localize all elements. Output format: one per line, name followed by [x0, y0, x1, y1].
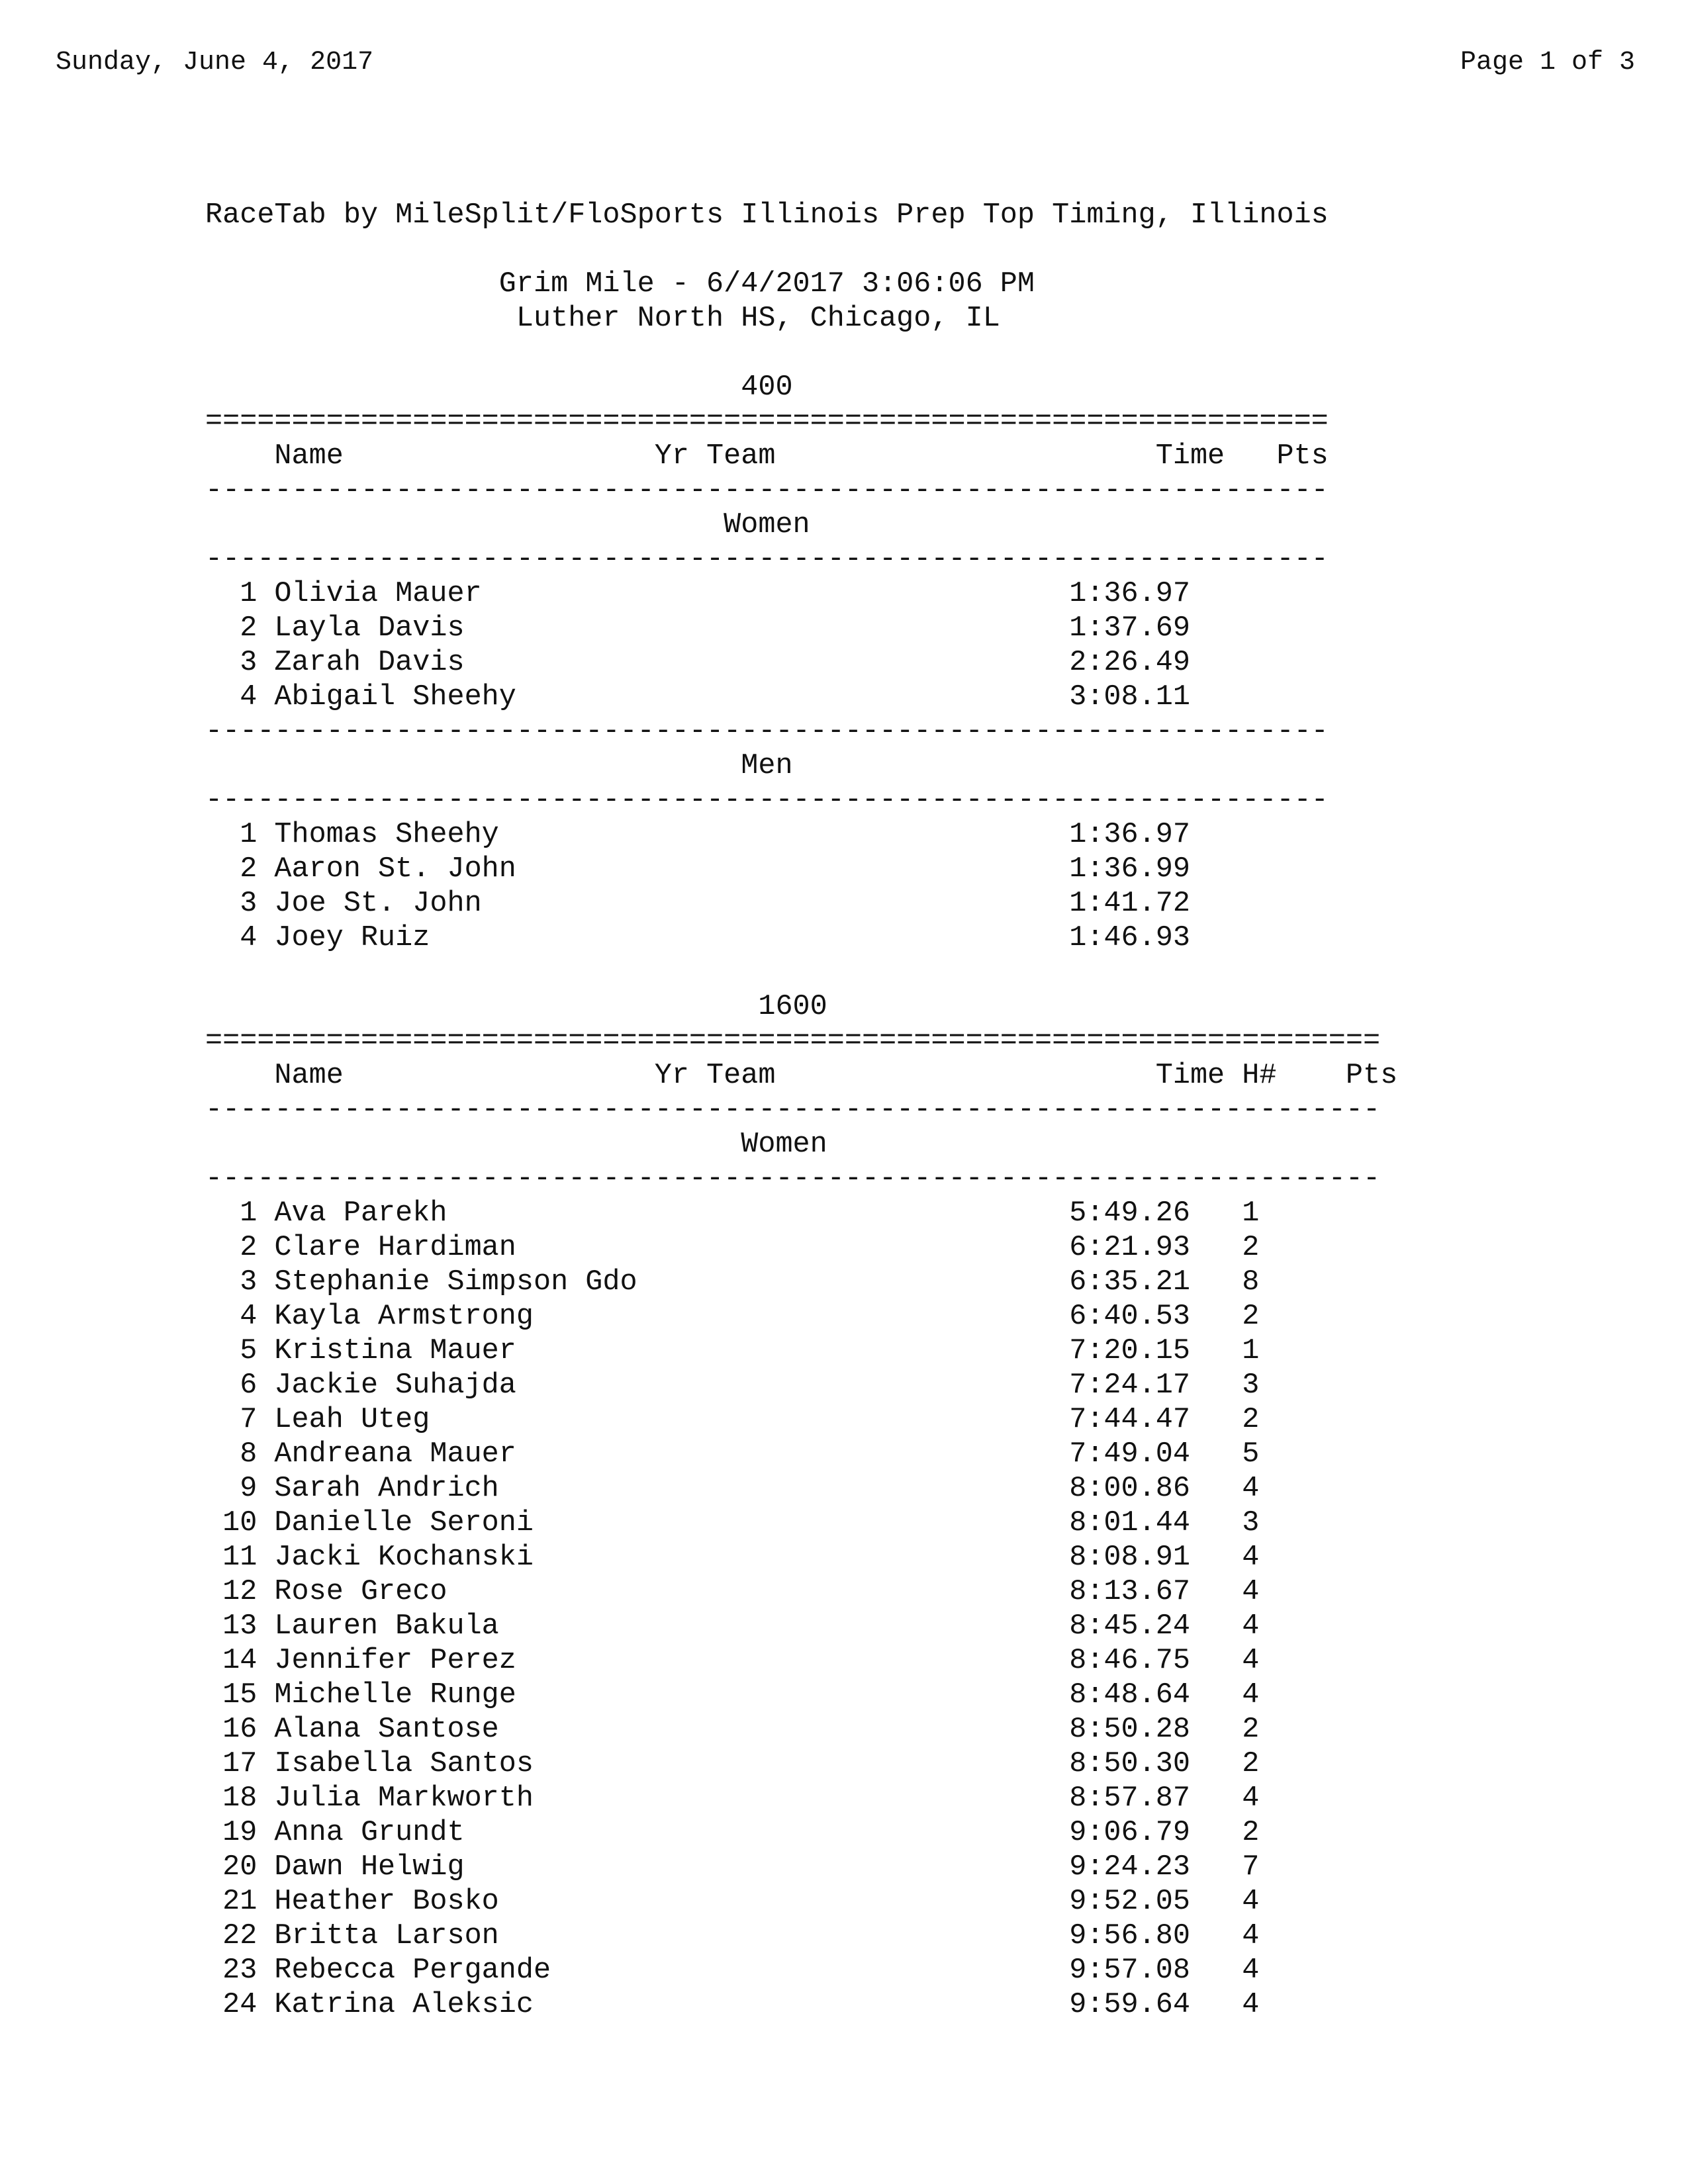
- result-row: 4 Kayla Armstrong 6:40.53 2: [205, 1300, 1260, 1333]
- result-row: 3 Zarah Davis 2:26.49: [205, 647, 1190, 679]
- page-date: Sunday, June 4, 2017: [56, 48, 374, 77]
- rule-single: -----------------------------------------------------------------: [205, 784, 1329, 817]
- result-row: 22 Britta Larson 9:56.80 4: [205, 1920, 1260, 1952]
- column-header: Name Yr Team Time Pts: [205, 440, 1329, 473]
- result-row: 5 Kristina Mauer 7:20.15 1: [205, 1335, 1260, 1367]
- meet-organizer: RaceTab by MileSplit/FloSports Illinois Prep Top Timing, Illinois: [205, 199, 1329, 232]
- result-row: 6 Jackie Suhajda 7:24.17 3: [205, 1369, 1260, 1402]
- section-label: Women: [205, 1128, 827, 1161]
- result-row: 24 Katrina Aleksic 9:59.64 4: [205, 1989, 1260, 2021]
- result-row: 14 Jennifer Perez 8:46.75 4: [205, 1645, 1260, 1677]
- rule-single: -----------------------------------------------------------------: [205, 475, 1329, 507]
- result-row: 4 Joey Ruiz 1:46.93: [205, 922, 1190, 954]
- page-number: Page 1 of 3: [1460, 48, 1635, 77]
- result-row: 23 Rebecca Pergande 9:57.08 4: [205, 1954, 1260, 1987]
- result-row: 2 Clare Hardiman 6:21.93 2: [205, 1232, 1260, 1264]
- result-row: 8 Andreana Mauer 7:49.04 5: [205, 1438, 1260, 1471]
- results-document: [205, 199, 1397, 2023]
- result-row: 20 Dawn Helwig 9:24.23 7: [205, 1851, 1260, 1884]
- result-row: 1 Thomas Sheehy 1:36.97: [205, 819, 1190, 851]
- meet-title: Grim Mile - 6/4/2017 3:06:06 PM: [205, 268, 1035, 300]
- rule-single: -----------------------------------------------------------------: [205, 543, 1329, 576]
- result-row: 11 Jacki Kochanski 8:08.91 4: [205, 1541, 1260, 1574]
- spacer: [205, 956, 1397, 990]
- rule-double: ====================================================================: [205, 1025, 1381, 1058]
- result-row: 1 Olivia Mauer 1:36.97: [205, 578, 1190, 610]
- spacer: [205, 336, 1397, 371]
- rule-single: --------------------------------------------------------------------: [205, 1163, 1381, 1195]
- meet-venue: Luther North HS, Chicago, IL: [205, 302, 1000, 335]
- rule-single: -----------------------------------------------------------------: [205, 715, 1329, 748]
- spacer: [205, 233, 1397, 267]
- event-title: 1600: [205, 991, 827, 1023]
- rule-single: --------------------------------------------------------------------: [205, 1094, 1381, 1126]
- result-row: 10 Danielle Seroni 8:01.44 3: [205, 1507, 1260, 1539]
- section-label: Women: [205, 509, 810, 541]
- result-row: 4 Abigail Sheehy 3:08.11: [205, 681, 1190, 713]
- result-row: 19 Anna Grundt 9:06.79 2: [205, 1817, 1260, 1849]
- result-row: 2 Layla Davis 1:37.69: [205, 612, 1190, 645]
- column-header: Name Yr Team Time H# Pts: [205, 1060, 1398, 1092]
- result-row: 12 Rose Greco 8:13.67 4: [205, 1576, 1260, 1608]
- result-row: 18 Julia Markworth 8:57.87 4: [205, 1782, 1260, 1815]
- result-row: 2 Aaron St. John 1:36.99: [205, 853, 1190, 886]
- section-label: Men: [205, 750, 793, 782]
- result-row: 1 Ava Parekh 5:49.26 1: [205, 1197, 1260, 1230]
- result-row: 3 Joe St. John 1:41.72: [205, 887, 1190, 920]
- result-row: 17 Isabella Santos 8:50.30 2: [205, 1748, 1260, 1780]
- result-row: 3 Stephanie Simpson Gdo 6:35.21 8: [205, 1266, 1260, 1298]
- result-row: 16 Alana Santose 8:50.28 2: [205, 1713, 1260, 1746]
- result-row: 21 Heather Bosko 9:52.05 4: [205, 1886, 1260, 1918]
- event-title: 400: [205, 371, 793, 404]
- result-row: 7 Leah Uteg 7:44.47 2: [205, 1404, 1260, 1436]
- result-row: 13 Lauren Bakula 8:45.24 4: [205, 1610, 1260, 1643]
- result-row: 9 Sarah Andrich 8:00.86 4: [205, 1473, 1260, 1505]
- rule-double: =================================================================: [205, 406, 1329, 438]
- result-row: 15 Michelle Runge 8:48.64 4: [205, 1679, 1260, 1711]
